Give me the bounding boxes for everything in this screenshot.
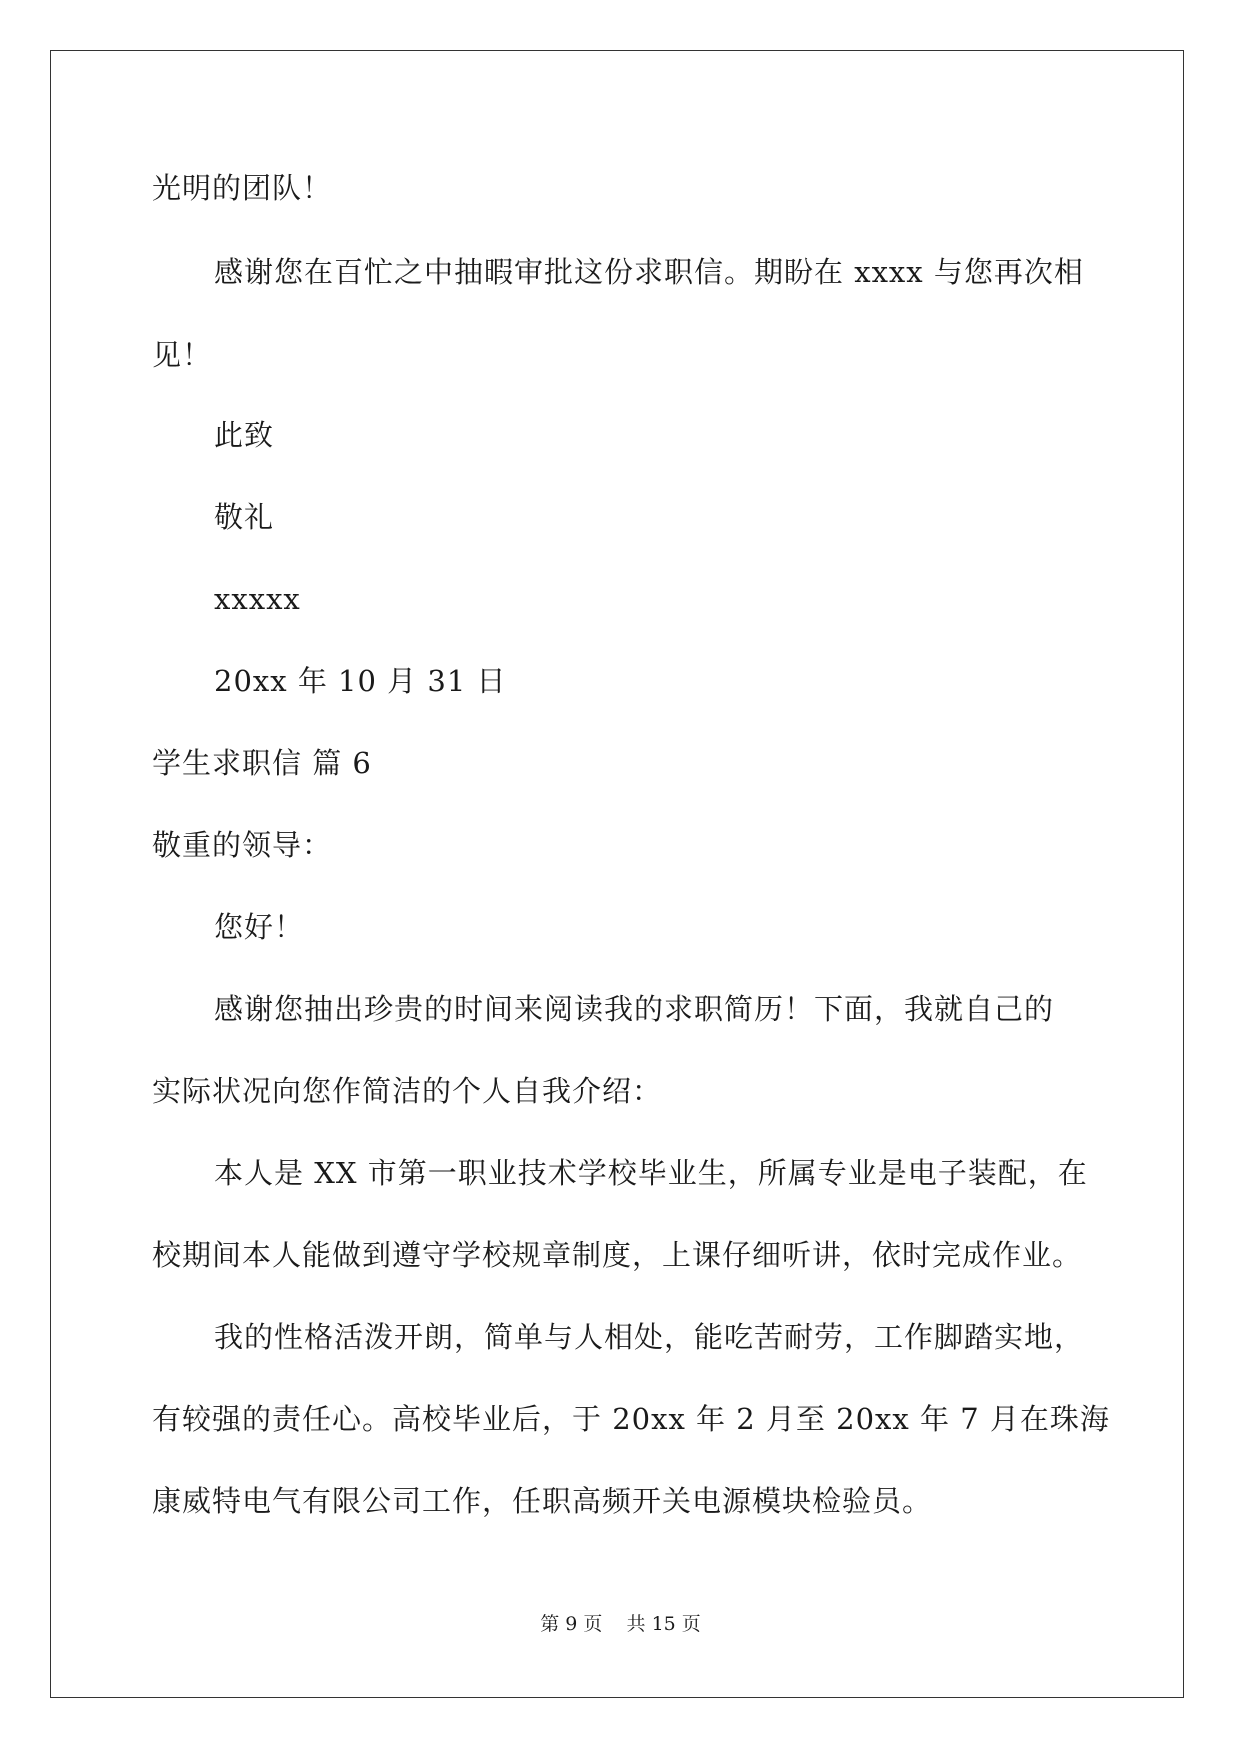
greeting-hello: 您好！	[214, 910, 305, 944]
text-line: 感谢您在百忙之中抽暇审批这份求职信。期盼在 xxxx 与您再次相	[214, 255, 1084, 289]
greeting: 敬重的领导：	[152, 828, 333, 862]
closing-regards: 敬礼	[214, 500, 275, 534]
section-heading: 学生求职信 篇 6	[152, 746, 372, 780]
text-line: 感谢您抽出珍贵的时间来阅读我的求职简历！下面，我就自己的	[214, 992, 1055, 1026]
signature-date: 20xx 年 10 月 31 日	[214, 664, 507, 698]
closing-salutation: 此致	[214, 418, 275, 452]
page-total: 共 15 页	[626, 1613, 701, 1635]
text-line: 我的性格活泼开朗，简单与人相处，能吃苦耐劳，工作脚踏实地，	[214, 1320, 1085, 1354]
text-line: 康威特电气有限公司工作，任职高频开关电源模块检验员。	[152, 1484, 933, 1518]
text-line: 光明的团队！	[152, 171, 333, 205]
page-border	[50, 50, 1184, 1698]
page-number: 第 9 页	[540, 1613, 603, 1635]
signature-name: xxxxx	[214, 582, 301, 616]
text-line: 本人是 XX 市第一职业技术学校毕业生，所属专业是电子装配，在	[214, 1156, 1088, 1190]
text-line: 有较强的责任心。高校毕业后，于 20xx 年 2 月至 20xx 年 7 月在珠海	[152, 1402, 1110, 1436]
page-footer	[0, 1612, 1241, 1636]
text-line: 校期间本人能做到遵守学校规章制度，上课仔细听讲，依时完成作业。	[152, 1238, 1083, 1272]
text-line: 实际状况向您作简洁的个人自我介绍：	[152, 1074, 663, 1108]
text-line: 见！	[152, 338, 213, 372]
